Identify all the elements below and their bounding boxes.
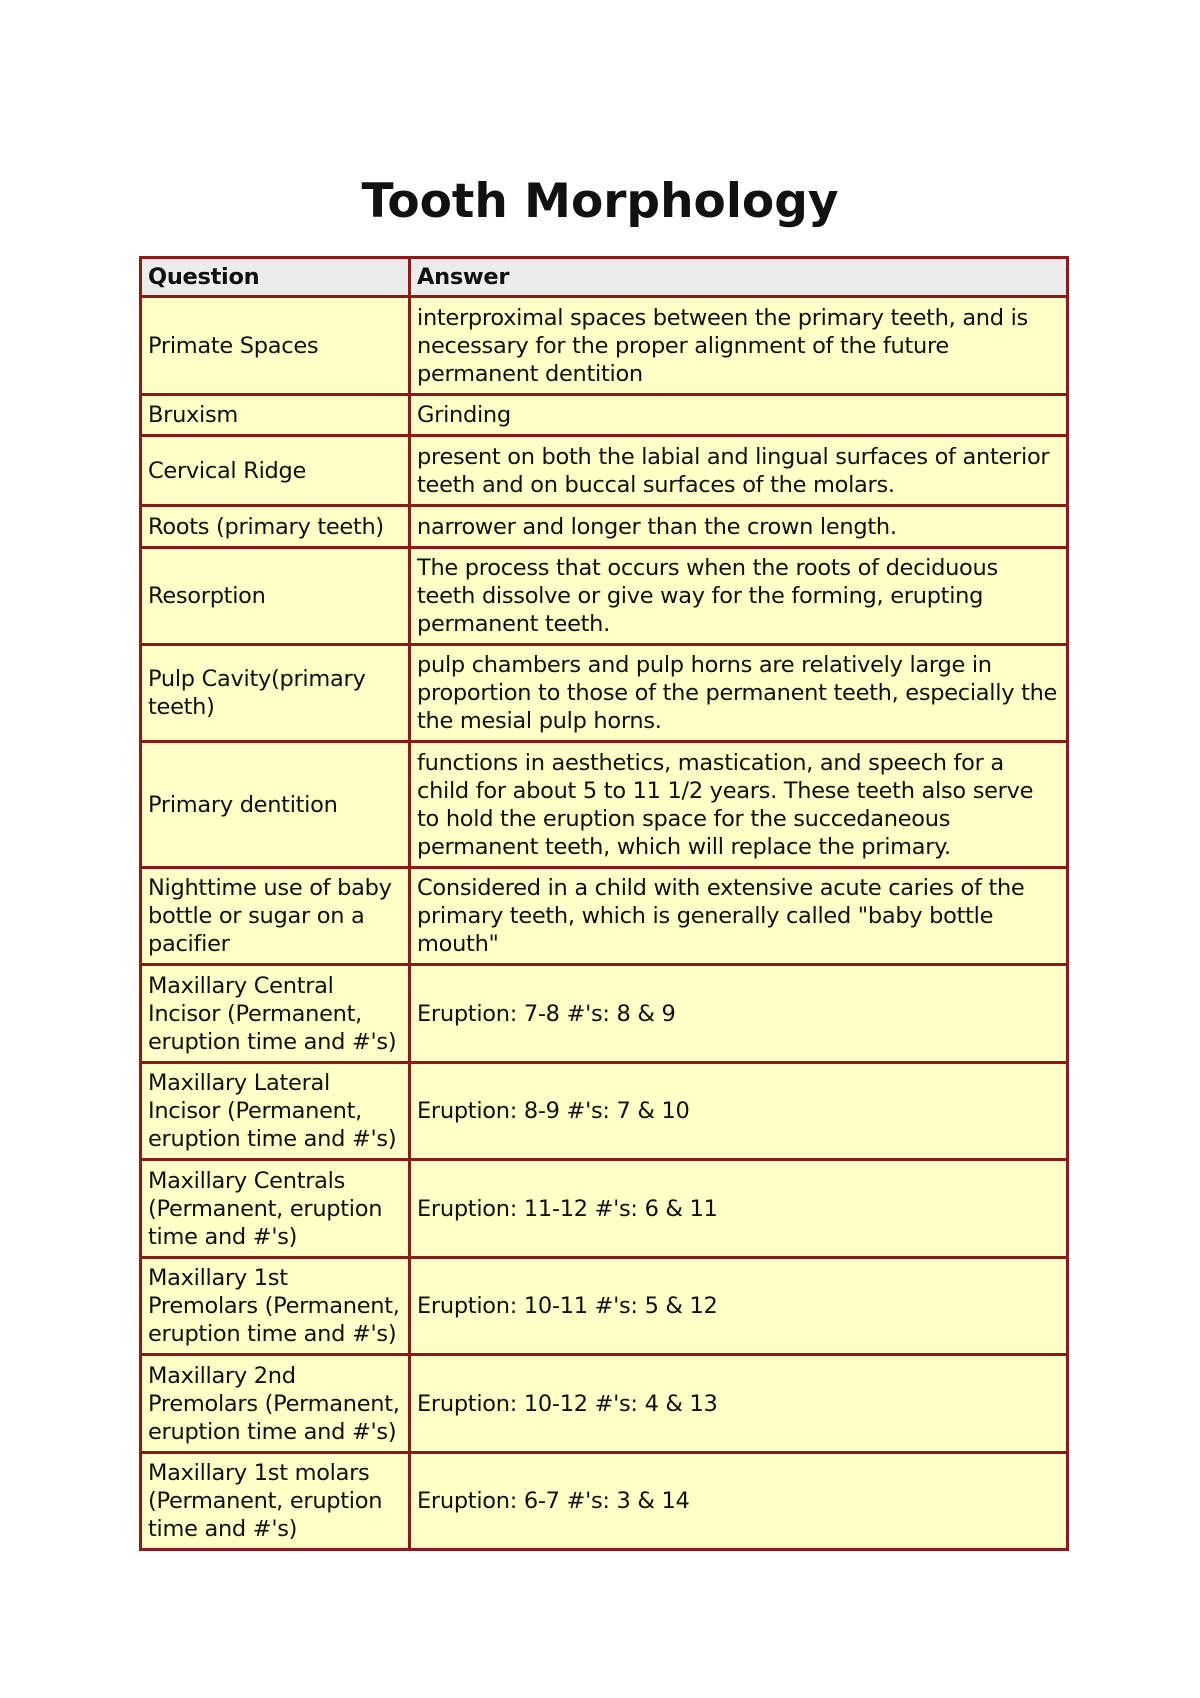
answer-cell: Eruption: 10-12 #'s: 4 & 13 xyxy=(410,1355,1068,1453)
table-row xyxy=(141,965,1068,1063)
answer-cell: functions in aesthetics, mastication, and speech for a child for about 5 to 11 1/2 years. These teeth also serve to hold the eruption space for the succedaneous permanent teeth, which will replace the primary. xyxy=(410,742,1068,868)
question-cell: Maxillary 1st molars (Permanent, eruption time and #'s) xyxy=(141,1453,410,1550)
header-row xyxy=(141,258,1068,297)
question-cell: Primate Spaces xyxy=(141,297,410,395)
question-cell: Pulp Cavity(primary teeth) xyxy=(141,645,410,742)
question-cell: Maxillary 2nd Premolars (Permanent, eruption time and #'s) xyxy=(141,1355,410,1453)
answer-cell: Eruption: 10-11 #'s: 5 & 12 xyxy=(410,1258,1068,1355)
table-row xyxy=(141,395,1068,436)
table-header xyxy=(141,258,1068,297)
question-cell: Maxillary Centrals (Permanent, eruption time and #'s) xyxy=(141,1160,410,1258)
answer-cell: Considered in a child with extensive acute caries of the primary teeth, which is generally called "baby bottle mouth" xyxy=(410,868,1068,965)
table-row xyxy=(141,742,1068,868)
question-cell: Roots (primary teeth) xyxy=(141,506,410,548)
answer-cell: Eruption: 6-7 #'s: 3 & 14 xyxy=(410,1453,1068,1550)
table-body xyxy=(141,297,1068,1550)
table-row xyxy=(141,1453,1068,1550)
question-column-header: Question xyxy=(141,258,410,297)
table-row xyxy=(141,1160,1068,1258)
question-cell: Maxillary 1st Premolars (Permanent, eruption time and #'s) xyxy=(141,1258,410,1355)
table-row xyxy=(141,1258,1068,1355)
page-title: Tooth Morphology xyxy=(361,174,839,229)
question-cell: Bruxism xyxy=(141,395,410,436)
table-row xyxy=(141,1063,1068,1160)
table-row xyxy=(141,297,1068,395)
answer-cell: present on both the labial and lingual surfaces of anterior teeth and on buccal surfaces of the molars. xyxy=(410,436,1068,506)
table-row xyxy=(141,506,1068,548)
question-cell: Resorption xyxy=(141,548,410,645)
answer-cell: Eruption: 7-8 #'s: 8 & 9 xyxy=(410,965,1068,1063)
answer-cell: The process that occurs when the roots of deciduous teeth dissolve or give way for the forming, erupting permanent teeth. xyxy=(410,548,1068,645)
answer-column-header: Answer xyxy=(410,258,1068,297)
table-row xyxy=(141,436,1068,506)
question-cell: Maxillary Lateral Incisor (Permanent, eruption time and #'s) xyxy=(141,1063,410,1160)
qa-table xyxy=(139,256,1069,1551)
answer-cell: pulp chambers and pulp horns are relatively large in proportion to those of the permanent teeth, especially the the mesial pulp horns. xyxy=(410,645,1068,742)
table-row xyxy=(141,868,1068,965)
question-cell: Nighttime use of baby bottle or sugar on a pacifier xyxy=(141,868,410,965)
answer-cell: Eruption: 11-12 #'s: 6 & 11 xyxy=(410,1160,1068,1258)
question-cell: Primary dentition xyxy=(141,742,410,868)
table-row xyxy=(141,645,1068,742)
answer-cell: interproximal spaces between the primary teeth, and is necessary for the proper alignment of the future permanent dentition xyxy=(410,297,1068,395)
question-cell: Cervical Ridge xyxy=(141,436,410,506)
table-row xyxy=(141,1355,1068,1453)
answer-cell: narrower and longer than the crown length. xyxy=(410,506,1068,548)
question-cell: Maxillary Central Incisor (Permanent, eruption time and #'s) xyxy=(141,965,410,1063)
table-row xyxy=(141,548,1068,645)
answer-cell: Eruption: 8-9 #'s: 7 & 10 xyxy=(410,1063,1068,1160)
answer-cell: Grinding xyxy=(410,395,1068,436)
